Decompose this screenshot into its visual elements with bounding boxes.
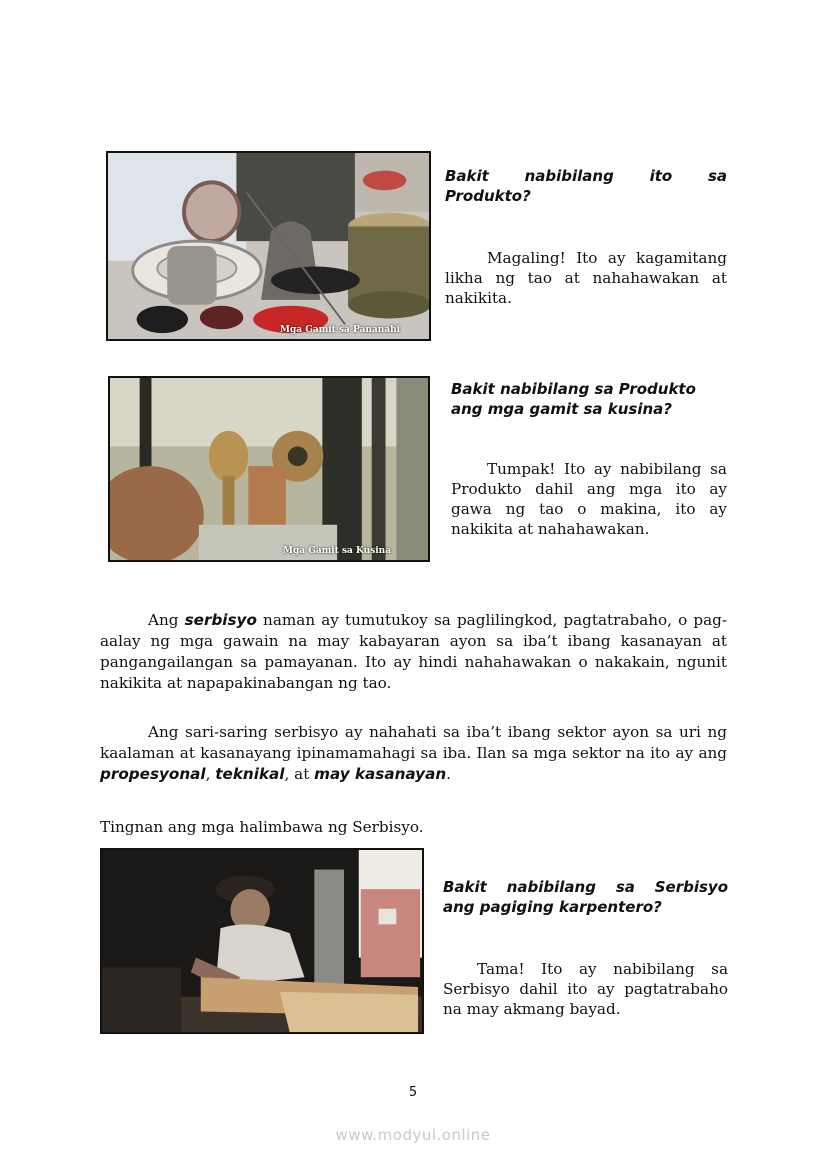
kitchen-text xyxy=(451,379,727,539)
carpenter-photo xyxy=(100,848,424,1034)
para1-lead: Ang xyxy=(148,611,179,629)
carpenter-question-line2: ang pagiging karpentero? xyxy=(443,898,662,916)
sewing-text xyxy=(445,166,727,308)
kitchen-tools-photo xyxy=(108,376,430,562)
carpenter-answer: Tama! Ito ay nabibilang sa Serbisyo dahil ito ay pagtatrabaho na may akmang bayad. xyxy=(443,960,728,1018)
kitchen-question-line2: ang mga gamit sa kusina? xyxy=(451,400,672,418)
serbisyo-definition-paragraph xyxy=(100,610,727,694)
term-may-kasanayan: may kasanayan xyxy=(314,765,447,783)
carpenter-question-line1: Bakit nabibilang sa Serbisyo xyxy=(443,878,728,896)
para2-end: . xyxy=(446,765,451,783)
sewing-tools-photo xyxy=(106,151,431,341)
para2-sep2: , at xyxy=(284,765,310,783)
sewing-tools-image xyxy=(108,153,429,339)
examples-intro: Tingnan ang mga halimbawa ng Serbisyo. xyxy=(100,818,424,836)
page-number: 5 xyxy=(408,1085,418,1100)
sewing-photo-caption: Mga Gamit sa Pananahi xyxy=(280,325,401,335)
kitchen-question-line1: Bakit nabibilang sa Produkto xyxy=(451,380,696,398)
para2-text: Ang sari-saring serbisyo ay nahahati sa iba’t ibang sektor ayon sa uri ng kaalaman at kasanayang ipinamamahagi sa iba. Ilan sa mga sektor na ito ay ang xyxy=(100,723,727,762)
carpenter-image xyxy=(102,850,422,1032)
term-serbisyo: serbisyo xyxy=(184,611,257,629)
kitchen-photo-caption: Mga Gamit sa Kusina xyxy=(283,546,392,556)
para1-rest: naman ay tumutukoy sa paglilingkod, pagtatrabaho, o pag-aalay ng mga gawain na may kabayaran ayon sa iba’t ibang kasanayan at pangangailangan sa pamayanan. Ito ay hindi nahahawakan o nakakain, ngunit nakikita at napapakinabangan ng tao. xyxy=(100,611,728,692)
term-teknikal: teknikal xyxy=(215,765,285,783)
serbisyo-sectors-paragraph xyxy=(100,722,727,785)
kitchen-tools-image xyxy=(110,378,428,560)
sewing-question-line1: Bakit nabibilang ito sa xyxy=(445,167,727,185)
sewing-answer: Magaling! Ito ay kagamitang likha ng tao at nahahawakan at nakikita. xyxy=(445,249,727,307)
watermark: www.modyul.online xyxy=(335,1126,491,1144)
sewing-question-line2: Produkto? xyxy=(445,187,531,205)
carpenter-text xyxy=(443,877,728,1019)
term-propesyonal: propesyonal xyxy=(100,765,206,783)
kitchen-answer: Tumpak! Ito ay nabibilang sa Produkto dahil ang mga ito ay gawa ng tao o makina, ito ay nakikita at nahahawakan. xyxy=(451,460,727,538)
para2-sep1: , xyxy=(205,765,211,783)
